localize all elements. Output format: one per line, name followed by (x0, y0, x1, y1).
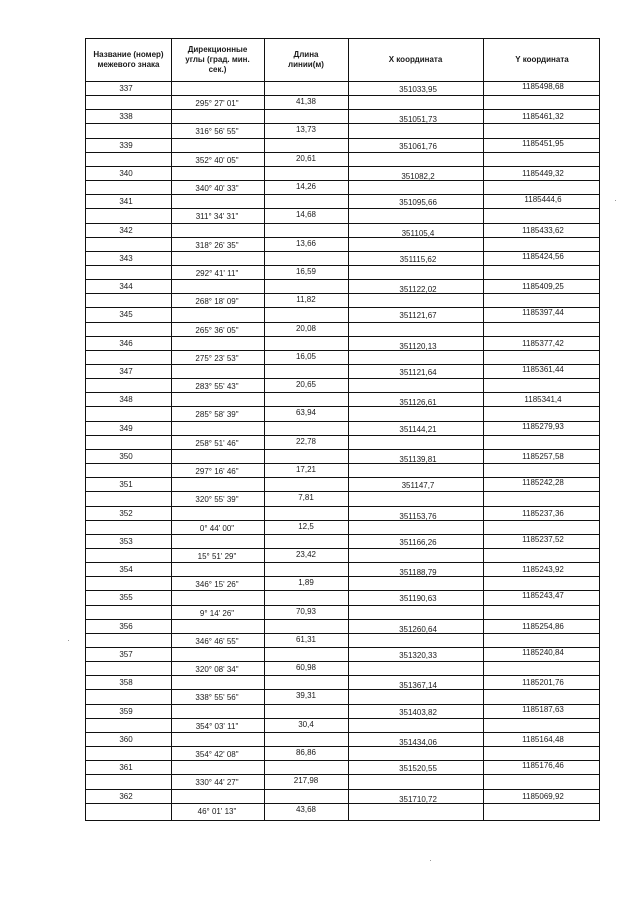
x-coordinate: 351082,2 (401, 171, 435, 181)
point-name: 356 (119, 621, 133, 631)
point-name: 341 (119, 197, 133, 207)
row-divider (86, 364, 599, 365)
direction-angle: 46° 01' 13" (197, 806, 237, 816)
y-coordinate: 1185397,44 (522, 308, 564, 318)
row-divider (86, 534, 599, 535)
x-coordinate: 351147,7 (401, 481, 435, 491)
row-divider (86, 123, 599, 124)
y-coordinate: 1185361,44 (522, 365, 564, 374)
x-coordinate: 351166,26 (399, 537, 437, 547)
row-divider (86, 789, 599, 790)
row-divider (86, 803, 599, 804)
row-divider (86, 619, 599, 620)
x-coordinate: 351434,06 (399, 737, 437, 747)
direction-angle: 0° 44' 00" (199, 523, 235, 533)
x-coordinate: 351126,61 (399, 398, 437, 408)
line-length: 70,93 (295, 606, 317, 616)
x-coordinate: 351115,62 (399, 254, 437, 264)
point-name: 353 (119, 536, 133, 546)
row-divider (86, 166, 599, 167)
y-coordinate: 1185242,28 (522, 478, 564, 488)
direction-angle: 346° 15' 26" (195, 580, 239, 590)
row-divider (86, 576, 599, 577)
point-name: 338 (119, 112, 133, 122)
y-coordinate: 1185201,76 (522, 678, 564, 688)
row-divider (86, 506, 599, 507)
line-length: 63,94 (295, 408, 317, 418)
line-length: 23,42 (295, 549, 317, 559)
row-divider (86, 336, 599, 337)
line-length: 12,5 (298, 521, 314, 531)
y-coordinate: 1185409,25 (522, 282, 564, 292)
line-length: 60,98 (295, 663, 317, 673)
point-name: 351 (119, 480, 133, 490)
point-name: 339 (119, 140, 133, 150)
direction-angle: 354° 42' 08" (195, 750, 239, 760)
direction-angle: 340° 40' 33" (195, 184, 239, 194)
direction-angle: 316° 56' 55" (195, 127, 239, 137)
row-divider (86, 562, 599, 563)
y-coordinate: 1185176,46 (522, 761, 564, 771)
x-coordinate: 351139,81 (399, 454, 437, 464)
row-divider (86, 392, 599, 393)
scan-speck (430, 860, 431, 861)
x-coordinate: 351710,72 (399, 794, 437, 804)
row-divider (86, 251, 599, 252)
direction-angle: 320° 55' 39" (195, 495, 239, 505)
x-coordinate: 351367,14 (399, 681, 437, 691)
row-divider (86, 435, 599, 436)
point-name: 354 (119, 565, 133, 575)
direction-angle: 9° 14' 26" (199, 608, 235, 618)
line-length: 86,86 (295, 748, 317, 758)
direction-angle: 318° 26' 35" (195, 240, 239, 250)
x-coordinate: 351153,76 (399, 511, 437, 521)
y-coordinate: 1185433,62 (522, 225, 564, 235)
row-divider (86, 675, 599, 676)
direction-angle: 292° 41' 11" (195, 268, 239, 278)
point-name: 344 (119, 282, 133, 292)
line-length: 7,81 (298, 493, 314, 503)
point-name: 343 (119, 253, 133, 263)
row-divider (86, 605, 599, 606)
line-length: 16,59 (295, 266, 317, 276)
line-length: 22,78 (295, 436, 317, 446)
line-length: 16,05 (295, 351, 317, 361)
line-length: 43,68 (295, 804, 317, 814)
y-coordinate: 1185237,36 (522, 508, 564, 518)
point-name: 361 (119, 763, 133, 773)
scan-speck (68, 640, 69, 641)
y-coordinate: 1185164,48 (522, 734, 564, 744)
direction-angle: 346° 46' 55" (195, 636, 239, 646)
direction-angle: 311° 34' 31" (195, 212, 239, 222)
row-divider (86, 378, 599, 379)
line-length: 41,38 (295, 97, 317, 107)
x-coordinate: 351260,64 (399, 624, 437, 634)
row-divider (86, 265, 599, 266)
point-name: 355 (119, 593, 133, 603)
direction-angle: 265° 36' 05" (195, 325, 239, 335)
row-divider (86, 661, 599, 662)
x-coordinate: 351122,02 (399, 285, 437, 295)
row-divider (86, 208, 599, 209)
boundary-points-table (85, 38, 600, 821)
y-coordinate: 1185498,68 (522, 82, 564, 91)
direction-angle: 295° 27' 01" (195, 99, 239, 109)
direction-angle: 338° 55' 56" (195, 693, 239, 703)
y-coordinate: 1185451,95 (522, 138, 564, 148)
point-name: 348 (119, 395, 133, 405)
x-coordinate: 351121,67 (399, 311, 437, 321)
point-name: 337 (119, 84, 133, 93)
point-name: 362 (119, 791, 133, 801)
x-coordinate: 351095,66 (399, 198, 437, 208)
point-name: 347 (119, 367, 133, 376)
row-divider (86, 194, 599, 195)
row-divider (86, 237, 599, 238)
y-coordinate: 1185279,93 (522, 421, 564, 431)
row-divider (86, 477, 599, 478)
line-length: 13,73 (295, 125, 317, 135)
y-coordinate: 1185444,6 (524, 195, 562, 205)
y-coordinate: 1185243,92 (522, 565, 564, 575)
line-length: 1,89 (298, 578, 314, 588)
line-length: 11,82 (296, 295, 316, 305)
x-coordinate: 351188,79 (399, 568, 437, 578)
point-name: 345 (119, 310, 133, 320)
row-divider (86, 463, 599, 464)
y-coordinate: 1185449,32 (522, 168, 564, 178)
row-divider (86, 633, 599, 634)
direction-angle: 283° 55' 43" (195, 382, 239, 392)
direction-angle: 320° 08' 34" (195, 665, 239, 675)
row-divider (86, 590, 599, 591)
row-divider (86, 293, 599, 294)
row-divider (86, 774, 599, 775)
x-coordinate: 351051,73 (399, 115, 437, 125)
row-divider (86, 180, 599, 181)
x-coordinate: 351120,13 (399, 341, 437, 351)
point-name: 358 (119, 678, 133, 688)
row-divider (86, 520, 599, 521)
x-coordinate: 351190,63 (399, 594, 437, 604)
y-coordinate: 1185341,4 (524, 395, 562, 405)
header-angles: Дирекционные углы (град. мин. сек.) (185, 45, 250, 74)
x-coordinate: 351144,21 (399, 424, 437, 434)
point-name: 340 (119, 168, 133, 178)
line-length: 14,68 (295, 210, 317, 220)
row-divider (86, 746, 599, 747)
row-divider (86, 223, 599, 224)
point-name: 352 (119, 508, 133, 518)
direction-angle: 15° 51' 29" (197, 551, 237, 561)
row-divider (86, 718, 599, 719)
x-coordinate: 351061,76 (399, 141, 437, 151)
line-length: 14,26 (295, 182, 317, 192)
row-divider (86, 350, 599, 351)
direction-angle: 354° 03' 11" (195, 721, 239, 731)
y-coordinate: 1185237,52 (522, 534, 564, 544)
row-divider (86, 406, 599, 407)
x-coordinate: 351121,64 (399, 368, 437, 377)
scan-speck (615, 200, 616, 201)
header-name: Название (номер) межевого знака (93, 50, 164, 69)
line-length: 13,66 (295, 238, 317, 248)
row-divider (86, 95, 599, 96)
y-coordinate: 1185069,92 (522, 791, 564, 801)
point-name: 350 (119, 451, 133, 461)
point-name: 357 (119, 650, 133, 659)
point-name: 360 (119, 734, 133, 744)
x-coordinate: 351403,82 (399, 707, 437, 717)
row-divider (86, 322, 599, 323)
row-divider (86, 449, 599, 450)
row-divider (86, 152, 599, 153)
row-divider (86, 279, 599, 280)
row-divider (86, 138, 599, 139)
row-divider (86, 109, 599, 110)
y-coordinate: 1185257,58 (522, 451, 564, 461)
row-divider (86, 548, 599, 549)
direction-angle: 258° 51' 46" (195, 438, 239, 448)
line-length: 61,31 (295, 634, 317, 644)
y-coordinate: 1185243,47 (522, 591, 564, 601)
header-x: X координата (388, 55, 443, 64)
header-length: Длина линии(м) (288, 50, 324, 69)
line-length: 20,08 (295, 323, 317, 333)
row-divider (86, 307, 599, 308)
line-length: 39,31 (295, 691, 317, 701)
direction-angle: 285° 58' 39" (195, 410, 239, 420)
line-length: 30,4 (298, 719, 314, 729)
y-coordinate: 1185461,32 (522, 112, 564, 122)
direction-angle: 352° 40' 05" (195, 155, 239, 165)
point-name: 359 (119, 706, 133, 716)
x-coordinate: 351520,55 (399, 764, 437, 774)
row-divider (86, 689, 599, 690)
x-coordinate: 351320,33 (399, 651, 437, 660)
y-coordinate: 1185377,42 (522, 338, 564, 348)
y-coordinate: 1185240,84 (522, 648, 564, 657)
direction-angle: 275° 23' 53" (195, 353, 239, 363)
line-length: 217,98 (293, 776, 319, 786)
row-divider (86, 491, 599, 492)
x-coordinate: 351033,95 (399, 85, 437, 94)
point-name: 342 (119, 225, 133, 235)
line-length: 20,61 (295, 153, 317, 163)
y-coordinate: 1185254,86 (522, 621, 564, 631)
line-length: 17,21 (295, 465, 317, 475)
row-divider (86, 421, 599, 422)
direction-angle: 297° 16' 46" (195, 467, 239, 477)
direction-angle: 330° 44' 27" (195, 778, 239, 788)
row-divider (86, 647, 599, 648)
y-coordinate: 1185187,63 (522, 704, 564, 714)
row-divider (86, 704, 599, 705)
header-y: Y координата (515, 55, 569, 64)
line-length: 20,65 (295, 380, 317, 390)
point-name: 346 (119, 338, 133, 348)
row-divider (86, 760, 599, 761)
y-coordinate: 1185424,56 (522, 251, 564, 261)
row-divider (86, 732, 599, 733)
point-name: 349 (119, 423, 133, 433)
direction-angle: 268° 18' 09" (195, 297, 239, 307)
x-coordinate: 351105,4 (401, 228, 435, 238)
